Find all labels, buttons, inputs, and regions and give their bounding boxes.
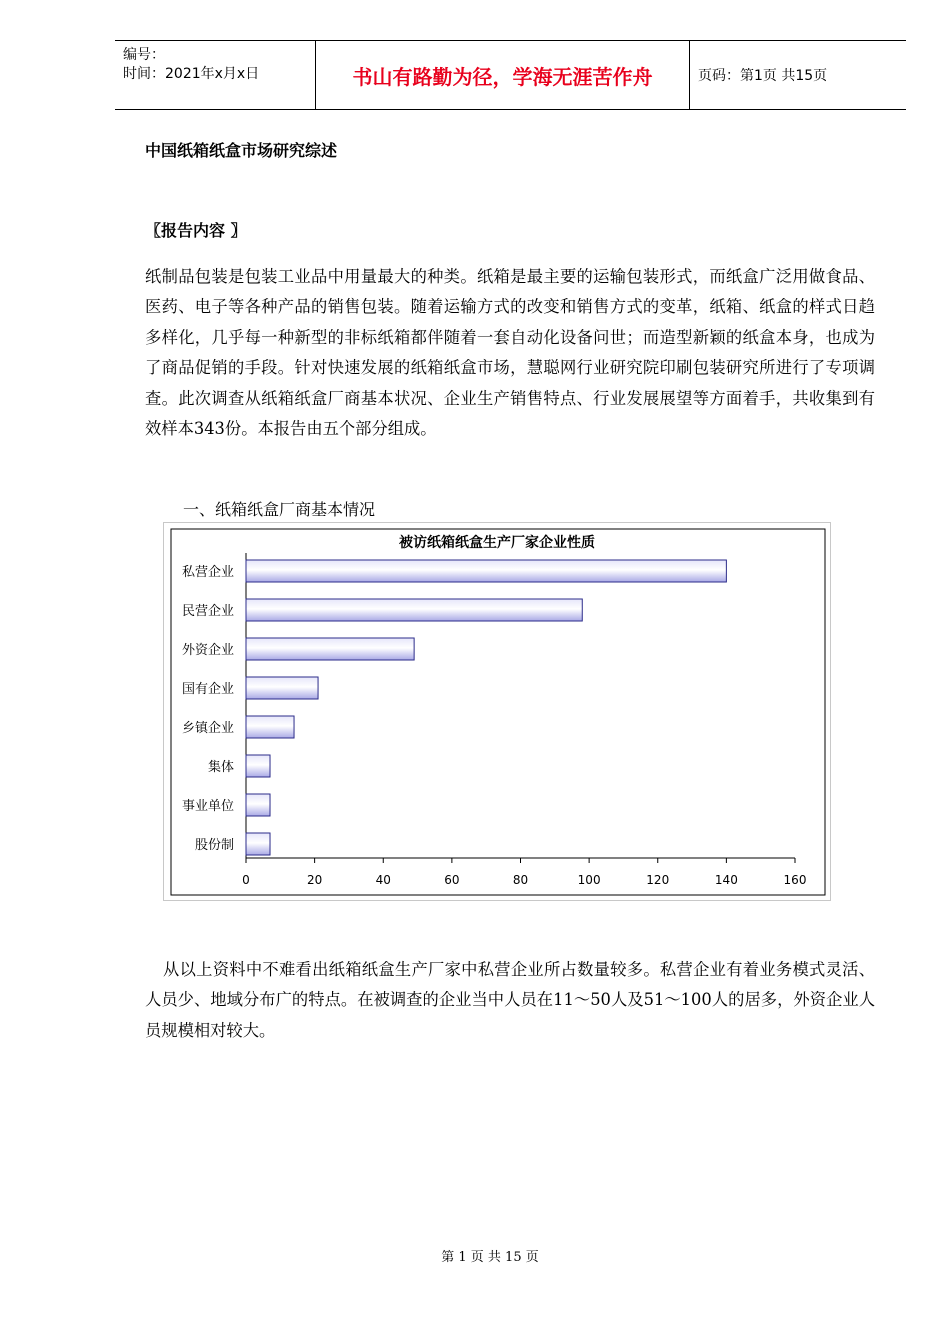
category-label: 私营企业 bbox=[181, 565, 234, 580]
x-tick-label: 120 bbox=[646, 873, 670, 887]
category-label: 民营企业 bbox=[181, 604, 234, 619]
category-label: 股份制 bbox=[194, 838, 234, 853]
chart-svg bbox=[164, 523, 830, 900]
enterprise-type-chart bbox=[163, 522, 831, 901]
time-label: 时间：2021年x月x日 bbox=[123, 66, 260, 82]
number-label: 编号： bbox=[123, 47, 165, 63]
intro-paragraph: 纸制品包装是包装工业品中用量最大的种类。纸箱是最主要的运输包装形式，而纸盒广泛用做食品、医药、电子等各种产品的销售包装。随着运输方式的改变和销售方式的变革，纸箱、纸盒的样式日趋多样化，几乎每一种新型的非标纸箱都伴随着一套自动化设备问世；而造型新颖的纸盒本身，也成为了商品促销的手段。针对快速发展的纸箱纸盒市场，慧聪网行业研究院印刷包装研究所进行了专项调查。此次调查从纸箱纸盒厂商基本状况、企业生产销售特点、行业发展展望等方面着手，共收集到有效样本343份。本报告由五个部分组成。 bbox=[145, 267, 875, 439]
x-tick-label: 0 bbox=[242, 873, 250, 887]
category-label: 外资企业 bbox=[181, 643, 234, 658]
category-label: 集体 bbox=[207, 760, 234, 775]
x-tick-label: 160 bbox=[783, 873, 807, 887]
x-tick-label: 100 bbox=[577, 873, 601, 887]
bar-7 bbox=[246, 794, 270, 816]
bar-4 bbox=[246, 677, 318, 699]
header-motto: 书山有路勤为径，学海无涯苦作舟 bbox=[316, 41, 690, 109]
header-meta bbox=[115, 41, 316, 109]
bar-8 bbox=[246, 833, 270, 855]
chart-title: 被访纸箱纸盒生产厂家企业性质 bbox=[399, 535, 595, 551]
document-title: 中国纸箱纸盒市场研究综述 bbox=[145, 141, 338, 160]
header-page-info: 页码：第1页 共15页 bbox=[698, 68, 828, 84]
bar-6 bbox=[246, 755, 270, 777]
analysis-paragraph: 从以上资料中不难看出纸箱纸盒生产厂家中私营企业所占数量较多。私营企业有着业务模式灵活、人员少、地域分布广的特点。在被调查的企业当中人员在11～50人及51～100人的居多，外资企业人员规模相对较大。 bbox=[145, 960, 875, 1040]
x-tick-label: 140 bbox=[714, 873, 738, 887]
x-tick-label: 20 bbox=[306, 873, 323, 887]
page-footer: 第 1 页 共 15 页 bbox=[441, 1250, 539, 1265]
bar-5 bbox=[246, 716, 294, 738]
subheading: 一、纸箱纸盒厂商基本情况 bbox=[183, 500, 376, 519]
x-tick-label: 40 bbox=[375, 873, 391, 887]
x-tick-label: 80 bbox=[512, 873, 529, 887]
bar-3 bbox=[246, 638, 414, 660]
x-tick-label: 60 bbox=[444, 873, 460, 887]
bar-1 bbox=[246, 560, 726, 582]
category-label: 国有企业 bbox=[181, 682, 234, 697]
page-header bbox=[115, 40, 906, 110]
section-heading: 〖报告内容 〗 bbox=[145, 221, 247, 240]
category-label: 事业单位 bbox=[181, 799, 234, 814]
bar-2 bbox=[246, 599, 582, 621]
category-label: 乡镇企业 bbox=[181, 721, 234, 736]
